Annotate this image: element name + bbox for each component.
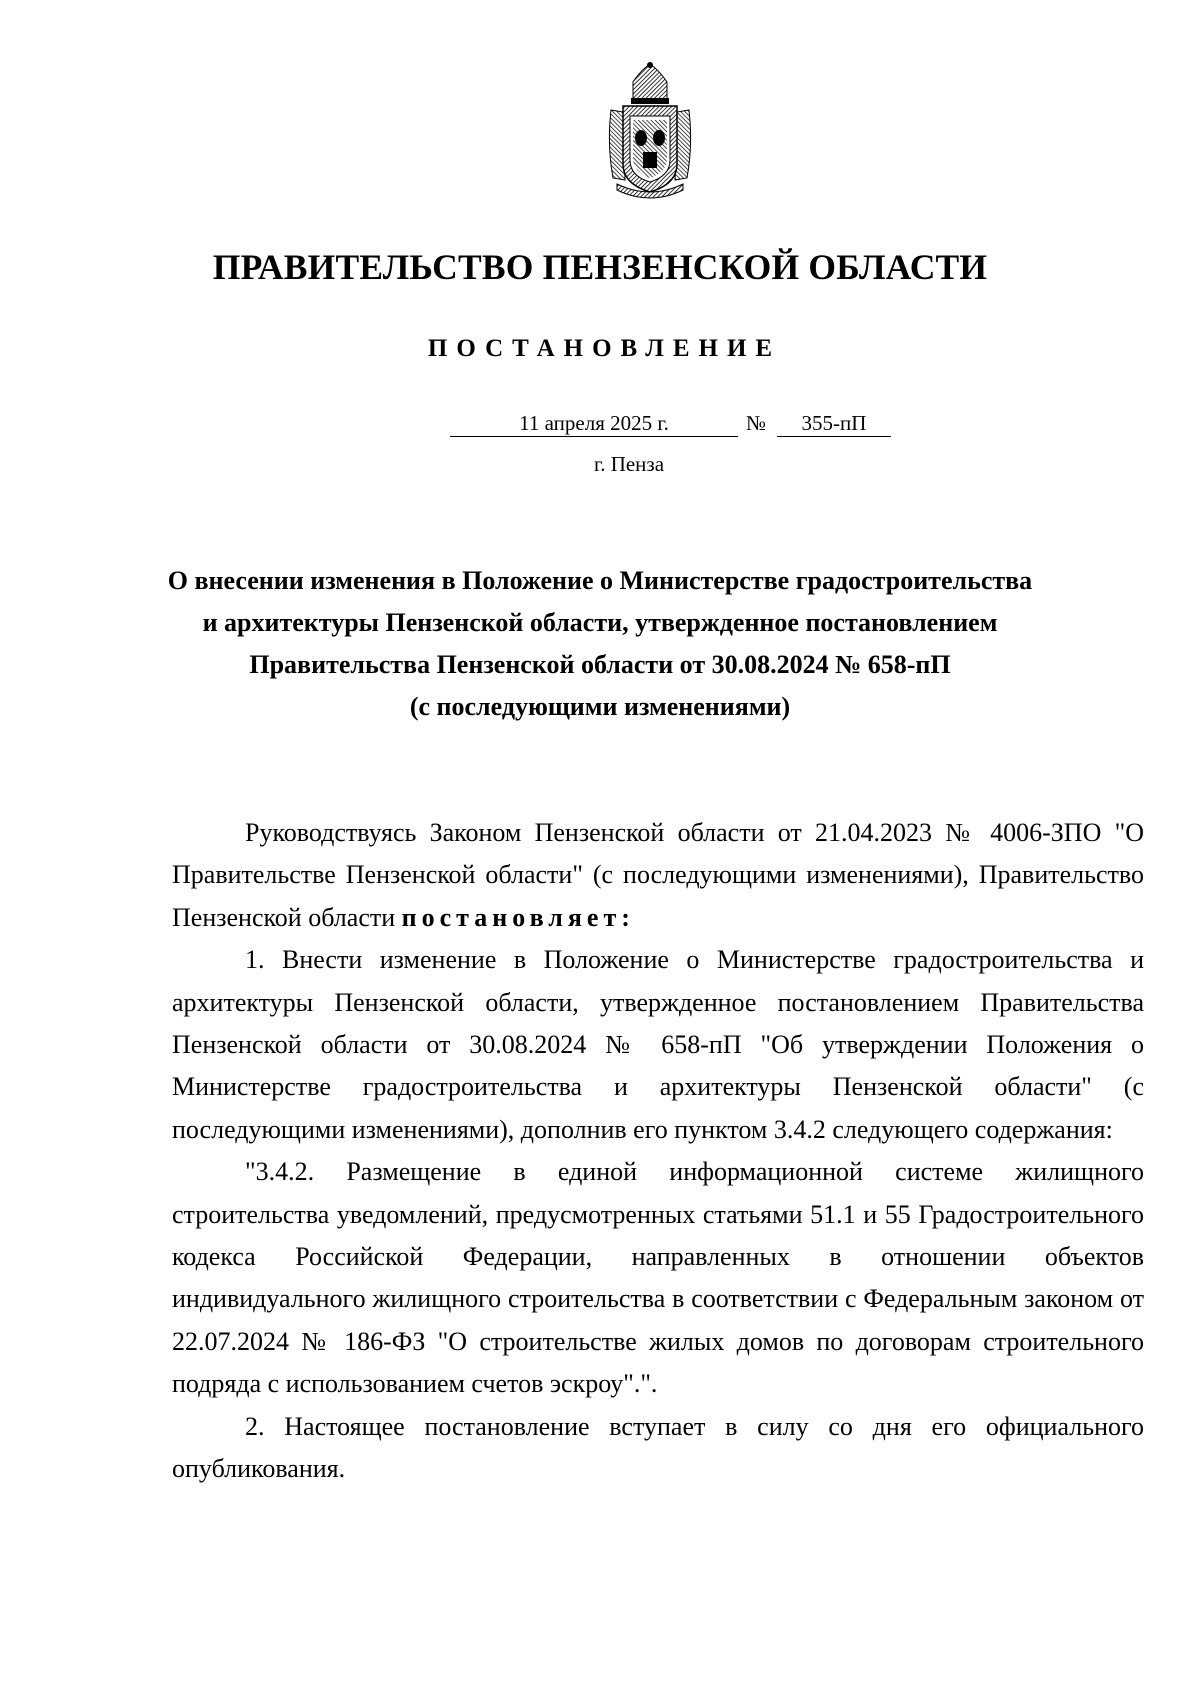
item-1-quote-paragraph: "3.4.2. Размещение в единой информационной системе жилищного строительства уведомлений, предусмотренных статьями 51.1 и 55 Градостроительного кодекса Российской Федерации, направленных в отношении объектов индивидуального жилищного строительства в соответствии с Федеральным законом от 22.07.2024 № 186-ФЗ "О строительстве жилых домов по договорам строительного подряда с использованием счетов эскроу".". [172,1157,1144,1399]
document-number: 355-пП [777,410,891,437]
document-type: ПОСТАНОВЛЕНИЕ [427,335,782,362]
heading-line: Правительства Пензенской области от 30.08.2024 № 658-пП [249,650,951,679]
decree-word: постановляет: [401,902,635,932]
document-date: 11 апреля 2025 г. [450,410,738,437]
preamble-paragraph [172,812,1144,939]
number-sign: № [745,411,767,435]
preamble-text: Руководствуясь Законом Пензенской области от 21.04.2023 № 4006-ЗПО "О Правительстве Пензенской области" (с последующими изменениями), Правительство Пензенской области [172,818,1144,932]
document-heading [150,560,1050,728]
heading-line: и архитектуры Пензенской области, утвержденное постановлением [202,608,998,637]
document-body [172,812,1144,1491]
city: г. Пенза [593,452,665,476]
heading-line: (с последующими изменениями) [409,692,791,721]
coat-of-arms-icon [603,60,697,200]
heading-line: О внесении изменения в Положение о Министерстве градостроительства [167,566,1033,595]
item-2-paragraph: 2. Настоящее постановление вступает в силу со дня его официального опубликования. [172,1411,1144,1484]
item-1-paragraph: 1. Внести изменение в Положение о Министерстве градостроительства и архитектуры Пензенской области, утвержденное постановлением Правительства Пензенской области от 30.08.2024 № 658-пП "Об утверждении Положения о Министерстве градостроительства и архитектуры Пензенской области" (с последующими изменениями), дополнив его пунктом 3.4.2 следующего содержания: [172,945,1144,1144]
government-title: ПРАВИТЕЛЬСТВО ПЕНЗЕНСКОЙ ОБЛАСТИ [212,247,988,287]
date-number-line [0,410,1200,440]
